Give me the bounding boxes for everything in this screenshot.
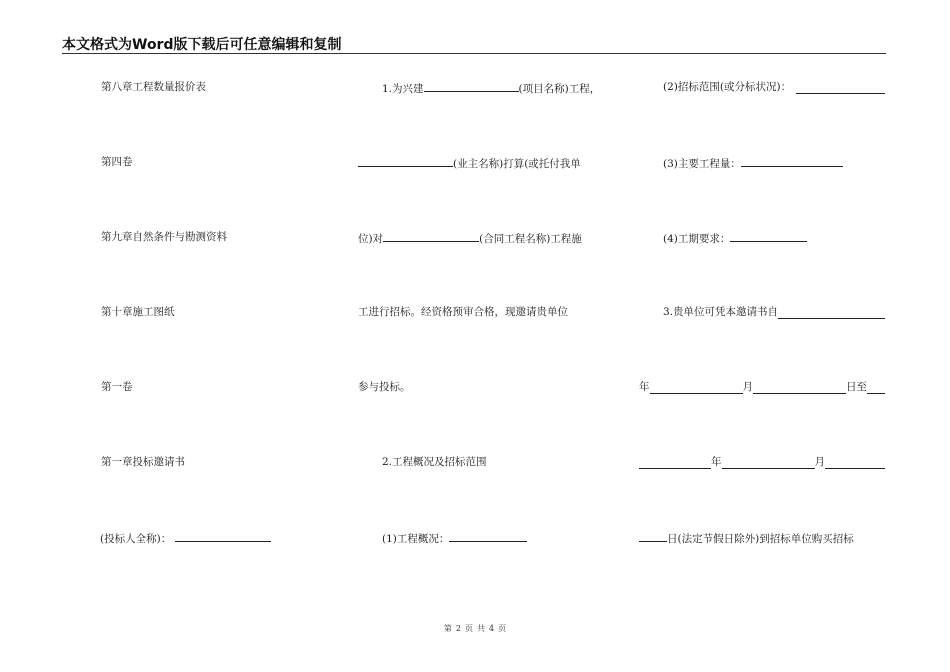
volume-4-line: 第四卷 <box>101 156 133 168</box>
day-blank-1[interactable] <box>753 382 846 394</box>
purchase-start-blank[interactable] <box>778 307 885 319</box>
project-line <box>358 80 608 96</box>
overview-line <box>358 530 608 546</box>
bidder-name-line <box>100 530 271 546</box>
header-divider <box>62 53 886 54</box>
month-blank-1[interactable] <box>650 382 743 394</box>
page-total: 4 <box>489 624 495 633</box>
contract-name-blank[interactable] <box>383 230 479 242</box>
duration-label: (4)工期要求： <box>663 233 731 245</box>
page-number: 2 <box>455 624 461 633</box>
year-label-1: 年 <box>639 381 650 393</box>
quantity-label: (3)主要工程量： <box>663 158 741 170</box>
day-blank-3[interactable] <box>639 530 667 542</box>
scope-blank[interactable] <box>796 82 885 94</box>
footer-text: 页 <box>465 624 473 633</box>
column-middle <box>358 80 608 550</box>
purchase-location-text: 日(法定节假日除外)到招标单位购买招标 <box>667 533 854 545</box>
date-from-line <box>639 380 885 394</box>
contract-suffix: (合同工程名称)工程施 <box>479 233 582 245</box>
bidder-name-blank[interactable] <box>175 530 271 542</box>
purchase-start-label: 3.贵单位可凭本邀请书自 <box>663 306 779 318</box>
overview-label: (1)工程概况： <box>382 533 450 545</box>
volume-1-line: 第一卷 <box>101 381 133 393</box>
column-right <box>639 80 885 550</box>
purchase-start-line <box>639 305 885 319</box>
footer-text: 共 <box>477 624 485 633</box>
bidder-name-label: (投标人全称)： <box>100 533 172 545</box>
participate-line: 参与投标。 <box>358 381 411 393</box>
overview-blank[interactable] <box>449 530 527 542</box>
quantity-line <box>639 155 885 171</box>
trailing-blank-1[interactable] <box>867 382 885 394</box>
month-label-1: 月 <box>742 381 753 393</box>
year-blank-2[interactable] <box>639 457 711 469</box>
owner-suffix: (业主名称)打算(或托付我单 <box>453 158 581 170</box>
chapter-8-line: 第八章工程数量报价表 <box>101 81 206 93</box>
contract-prefix: 位)对 <box>358 233 384 245</box>
duration-blank[interactable] <box>730 230 807 242</box>
owner-line <box>358 155 608 171</box>
project-prefix: 1.为兴建 <box>382 83 424 95</box>
duration-line <box>639 230 885 246</box>
project-suffix: (项目名称)工程， <box>518 83 601 95</box>
day-to-label: 日至 <box>846 381 867 393</box>
footer-text: 第 <box>443 624 452 633</box>
invitation-line: 工进行招标。经资格预审合格，现邀请贵单位 <box>358 306 568 318</box>
date-to-line <box>639 455 885 469</box>
year-label-2: 年 <box>711 456 722 468</box>
chapter-1-line: 第一章投标邀请书 <box>101 456 185 468</box>
owner-name-blank[interactable] <box>358 155 453 167</box>
scope-line <box>639 80 885 94</box>
month-label-2: 月 <box>814 456 825 468</box>
chapter-9-line: 第九章自然条件与勘测资料 <box>101 231 227 243</box>
purchase-location-line <box>639 530 885 546</box>
document-banner: 本文格式为Word版下载后可任意编辑和复制 <box>62 37 342 53</box>
page-footer <box>0 623 950 634</box>
contract-line <box>358 230 608 246</box>
chapter-10-line: 第十章施工图纸 <box>101 306 175 318</box>
section-2-heading: 2.工程概况及招标范围 <box>382 456 487 468</box>
project-name-blank[interactable] <box>424 80 519 92</box>
day-blank-2[interactable] <box>825 457 885 469</box>
month-blank-2[interactable] <box>722 457 815 469</box>
footer-text: 页 <box>498 624 507 633</box>
quantity-blank[interactable] <box>741 155 843 167</box>
scope-label: (2)招标范围(或分标状况)： <box>663 81 792 93</box>
